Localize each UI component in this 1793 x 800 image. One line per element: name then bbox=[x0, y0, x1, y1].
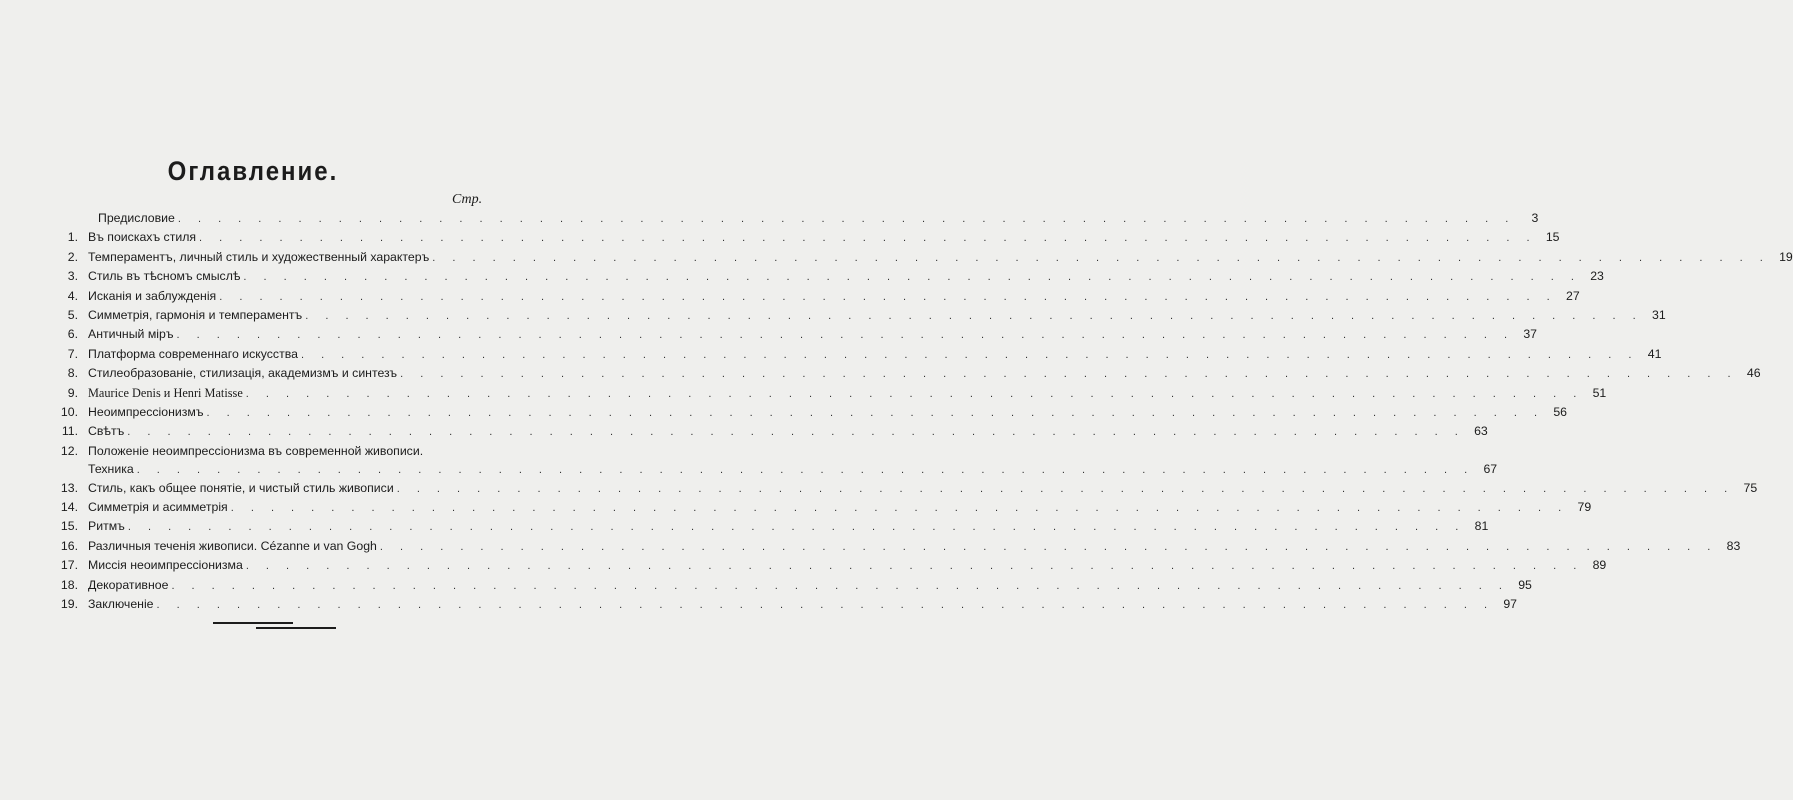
toc-entry-page: 63 bbox=[1474, 424, 1488, 439]
toc-entry bbox=[52, 269, 1604, 288]
toc-entry bbox=[52, 307, 1666, 327]
toc-entry bbox=[52, 538, 1741, 558]
toc-entry-title: Положеніе неоимпрессіонизма въ современной живописи. bbox=[88, 443, 424, 458]
toc-entry-page: 75 bbox=[1743, 480, 1758, 495]
toc-entry-number: 2. bbox=[67, 249, 78, 264]
toc-entry-page: 95 bbox=[1518, 577, 1532, 592]
toc-entry bbox=[52, 424, 1488, 443]
toc-entry-number: 1. bbox=[67, 230, 78, 245]
toc-entry-page: 97 bbox=[1503, 597, 1517, 612]
toc-entry-title: Неоимпрессіонизмъ bbox=[88, 404, 204, 419]
toc-entry-title: Стиль въ тѣсномъ смыслѣ bbox=[88, 269, 241, 284]
toc-entry-title: Декоративное bbox=[88, 577, 169, 592]
toc-entry-page: 23 bbox=[1590, 269, 1604, 284]
toc-entry-page: 81 bbox=[1474, 519, 1489, 534]
dot-leader bbox=[380, 541, 1717, 553]
toc-entry-number: 3. bbox=[67, 269, 78, 284]
toc-entry-page: 19 bbox=[1779, 249, 1793, 264]
dot-leader bbox=[246, 388, 1583, 400]
toc-entry-number: 17. bbox=[60, 558, 78, 573]
toc-entry-title: Античный міръ bbox=[88, 327, 174, 342]
toc-entry-number: 7. bbox=[67, 346, 78, 361]
toc-entry-number: 8. bbox=[67, 366, 78, 381]
toc-entry-number: 9. bbox=[67, 385, 78, 400]
dot-leader bbox=[207, 407, 1544, 419]
toc-entry-page: 83 bbox=[1726, 538, 1741, 553]
toc-entry bbox=[52, 327, 1537, 346]
toc-entry-number: 11. bbox=[61, 424, 78, 439]
divider-rule bbox=[256, 627, 336, 629]
toc-entry-title: Миссія неоимпрессіонизма bbox=[88, 558, 243, 573]
toc-entry-title: Темпераментъ, личный стиль и художественный характеръ bbox=[88, 249, 430, 264]
dot-leader bbox=[301, 349, 1638, 361]
toc-entry-page: 15 bbox=[1545, 230, 1560, 245]
toc-entry-number: 15. bbox=[60, 519, 78, 534]
toc-entry bbox=[52, 346, 1662, 366]
toc-entry bbox=[52, 558, 1607, 577]
toc-entry-page: 51 bbox=[1592, 385, 1607, 400]
toc-entry-title: Maurice Denis и Henri Matisse bbox=[88, 385, 243, 400]
toc-entry-page: 41 bbox=[1647, 346, 1662, 361]
dot-leader bbox=[243, 271, 1580, 283]
toc-entry-preface bbox=[52, 211, 1539, 230]
toc-entry-title: Исканія и заблужденія bbox=[88, 288, 217, 303]
toc-entry-title: Стилеобразованіе, стилизація, академизмъ и синтезъ bbox=[88, 366, 398, 381]
toc-entry bbox=[52, 577, 1532, 597]
toc-entry-number: 6. bbox=[67, 327, 78, 342]
page-column-header: Стр. bbox=[452, 192, 483, 207]
toc-entry-title: Симметрія и асимметрія bbox=[88, 500, 228, 515]
toc-entry-page: 89 bbox=[1592, 558, 1607, 573]
toc-entry-number: 16. bbox=[60, 538, 78, 553]
toc-entry-page: 31 bbox=[1652, 307, 1666, 322]
toc-entry-number: 14. bbox=[60, 500, 78, 515]
toc-entry-number: 5. bbox=[67, 307, 78, 322]
dot-leader bbox=[157, 599, 1494, 611]
dot-leader bbox=[400, 368, 1737, 380]
dot-leader bbox=[397, 483, 1734, 495]
toc-entry-page: 46 bbox=[1746, 366, 1761, 381]
dot-leader bbox=[171, 580, 1508, 592]
toc-entry-page: 37 bbox=[1523, 327, 1537, 342]
dot-leader bbox=[178, 213, 1515, 225]
toc-entry bbox=[52, 288, 1580, 308]
dot-leader bbox=[127, 426, 1464, 438]
dot-leader bbox=[177, 329, 1514, 341]
toc-entry-page: 79 bbox=[1577, 500, 1592, 515]
toc-entry-number: 12. bbox=[60, 443, 78, 458]
dot-leader bbox=[432, 252, 1769, 264]
toc-entry bbox=[52, 385, 1607, 405]
toc-entry-title: Предисловие bbox=[98, 211, 175, 225]
toc-entry bbox=[52, 366, 1761, 385]
toc-entry bbox=[52, 597, 1517, 616]
dot-leader bbox=[128, 521, 1465, 533]
divider-rule bbox=[213, 622, 293, 624]
page-title: Оглавление. bbox=[167, 156, 339, 187]
dot-leader bbox=[305, 310, 1642, 322]
toc-entry bbox=[52, 519, 1489, 538]
toc-entry-page: 3 bbox=[1531, 211, 1539, 225]
toc-entry-number: 10. bbox=[60, 404, 78, 419]
dot-leader bbox=[199, 232, 1536, 244]
dot-leader bbox=[137, 464, 1474, 476]
toc-entry-title: Симметрія, гармонія и темпераментъ bbox=[88, 307, 303, 322]
toc-entry-title-continued: Техника bbox=[88, 461, 134, 476]
toc-entry-title: Свѣтъ bbox=[88, 424, 125, 439]
table-of-contents bbox=[52, 211, 1793, 616]
toc-entry bbox=[52, 249, 1793, 269]
toc-entry-title: Ритмъ bbox=[88, 519, 125, 534]
toc-entry-number: 4. bbox=[67, 288, 78, 303]
dot-leader bbox=[219, 291, 1556, 303]
toc-entry bbox=[52, 480, 1758, 500]
toc-entry-title: Платформа современнаго искусства bbox=[88, 346, 298, 361]
toc-entry-number: 19. bbox=[60, 597, 78, 612]
dot-leader bbox=[246, 560, 1583, 572]
toc-entry-page: 27 bbox=[1566, 288, 1580, 303]
toc-entry-title: Различныя теченія живописи. Cézanne и van Gogh bbox=[88, 538, 377, 553]
toc-entry-title: Стиль, какъ общее понятіе, и чистый стиль живописи bbox=[88, 480, 394, 495]
toc-entry-page: 67 bbox=[1483, 461, 1498, 476]
toc-entry bbox=[52, 443, 1498, 481]
toc-entry bbox=[52, 404, 1567, 424]
toc-entry bbox=[52, 500, 1592, 519]
dot-leader bbox=[231, 502, 1568, 514]
toc-entry-page: 56 bbox=[1553, 404, 1567, 419]
toc-entry bbox=[52, 230, 1560, 249]
toc-entry-number: 18. bbox=[60, 577, 78, 592]
toc-entry-title: Заключеніе bbox=[88, 597, 154, 612]
toc-entry-number: 13. bbox=[60, 480, 78, 495]
toc-entry-title: Въ поискахъ стиля bbox=[88, 230, 197, 245]
